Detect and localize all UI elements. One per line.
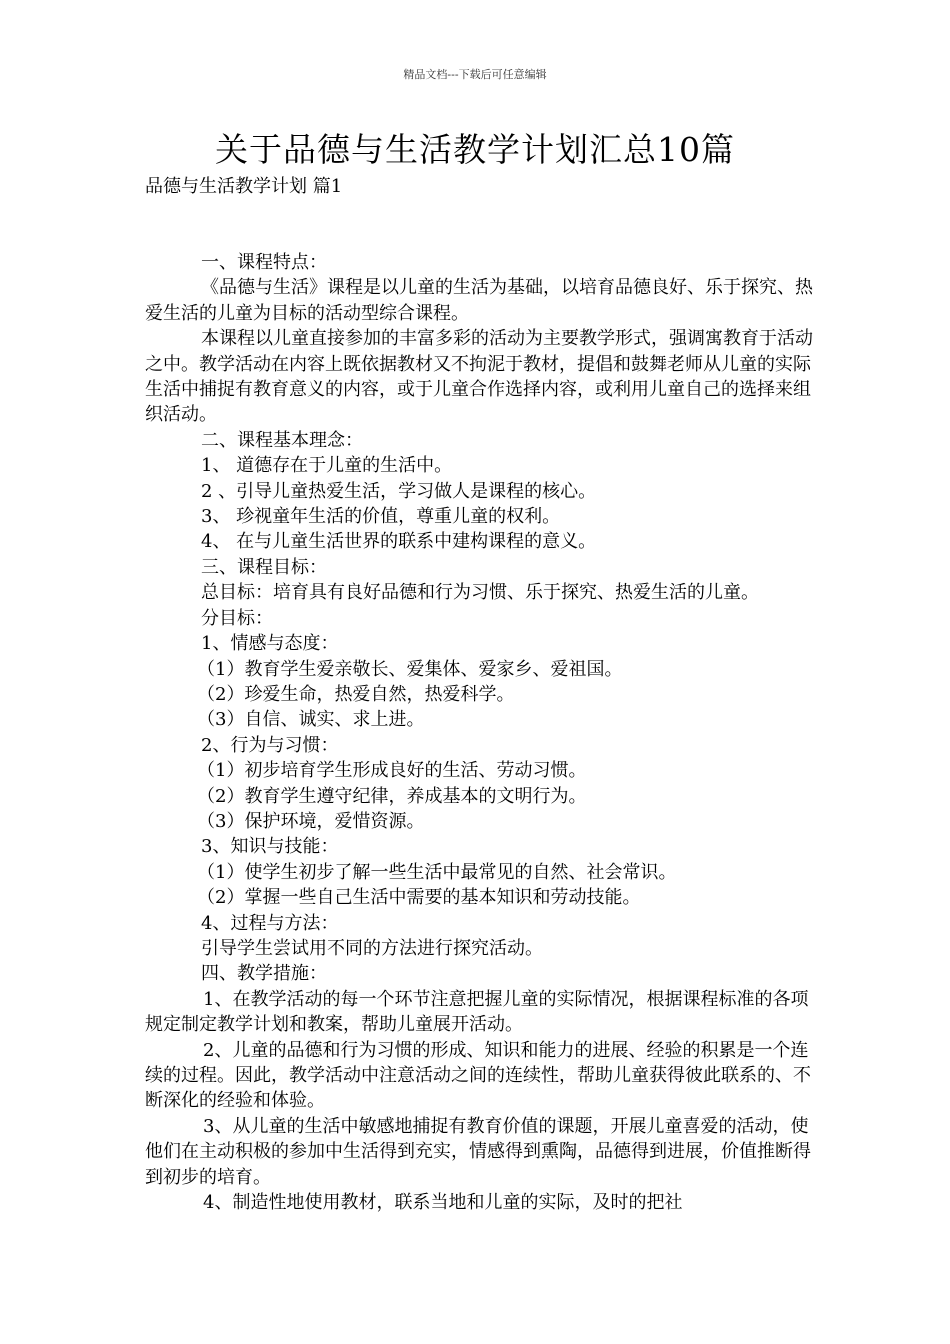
paragraph: 本课程以儿童直接参加的丰富多彩的活动为主要教学形式，强调寓教育于活动之中。教学活动在内容上既依据教材又不拘泥于教材，提倡和鼓舞老师从儿童的实际生活中捕捉有教育意义的内容，或于儿童合作选择内容，或利用儿童自己的选择来组织活动。 (145, 328, 813, 426)
list-item: 2 、引导儿童热爱生活，学习做人是课程的核心。 (201, 480, 597, 502)
subheading: 分目标： (201, 607, 273, 629)
paragraph: 2、儿童的品德和行为习惯的形成、知识和能力的进展、经验的积累是一个连续的过程。因此，教学活动中注意活动之间的连续性，帮助儿童获得彼此联系的、不断深化的经验和体验。 (145, 1039, 811, 1112)
paragraph: 总目标：培育具有良好品德和行为习惯、乐于探究、热爱生活的儿童。 (201, 582, 759, 604)
list-item: （3）自信、诚实、求上进。 (197, 709, 425, 731)
page-header: 精品文档---下载后可任意编辑 (403, 68, 547, 81)
list-item: 1、 道德存在于儿童的生活中。 (201, 455, 453, 477)
list-item: （2）教育学生遵守纪律，养成基本的文明行为。 (197, 785, 587, 807)
paragraph: 3、从儿童的生活中敏感地捕捉有教育价值的课题，开展儿童喜爱的活动，使他们在主动积极的参加中生活得到充实，情感得到熏陶，品德得到进展，价值推断得到初步的培育。 (145, 1115, 811, 1188)
section-heading: 一、课程特点： (201, 252, 327, 273)
list-item: （1）使学生初步了解一些生活中最常见的自然、社会常识。 (197, 861, 677, 883)
list-item: 4、 在与儿童生活世界的联系中建构课程的意义。 (201, 531, 597, 553)
document-body (145, 250, 823, 1215)
subheading: 2、行为与习惯： (201, 734, 339, 756)
paragraph: 《品德与生活》课程是以儿童的生活为基础，以培育品德良好、乐于探究、热爱生活的儿童为目标的活动型综合课程。 (145, 277, 813, 324)
section-heading: 三、课程目标： (201, 556, 327, 578)
document-title: 关于品德与生活教学计划汇总10篇 (215, 130, 735, 169)
list-item: （1）教育学生爱亲敬长、爱集体、爱家乡、爱祖国。 (197, 658, 623, 680)
paragraph: 1、在教学活动的每一个环节注意把握儿童的实际情况，根据课程标准的各项规定制定教学计划和教案，帮助儿童展开活动。 (145, 988, 809, 1036)
section-heading: 四、教学措施： (201, 963, 327, 985)
subheading: 4、过程与方法： (201, 912, 339, 934)
subheading: 3、知识与技能： (201, 836, 339, 858)
paragraph: 4、制造性地使用教材，联系当地和儿童的实际，及时的把社 (203, 1192, 683, 1214)
list-item: （1）初步培育学生形成良好的生活、劳动习惯。 (197, 760, 587, 782)
document-subtitle: 品德与生活教学计划 篇1 (145, 176, 343, 197)
list-item: 3、 珍视童年生活的价值，尊重儿童的权利。 (201, 506, 561, 528)
subheading: 1、情感与态度： (201, 633, 339, 655)
section-heading: 二、课程基本理念： (201, 429, 363, 451)
list-item: （3）保护环境，爱惜资源。 (197, 810, 425, 832)
paragraph: 引导学生尝试用不同的方法进行探究活动。 (201, 937, 543, 959)
list-item: （2）珍爱生命，热爱自然，热爱科学。 (197, 683, 515, 705)
list-item: （2）掌握一些自己生活中需要的基本知识和劳动技能。 (197, 887, 641, 909)
